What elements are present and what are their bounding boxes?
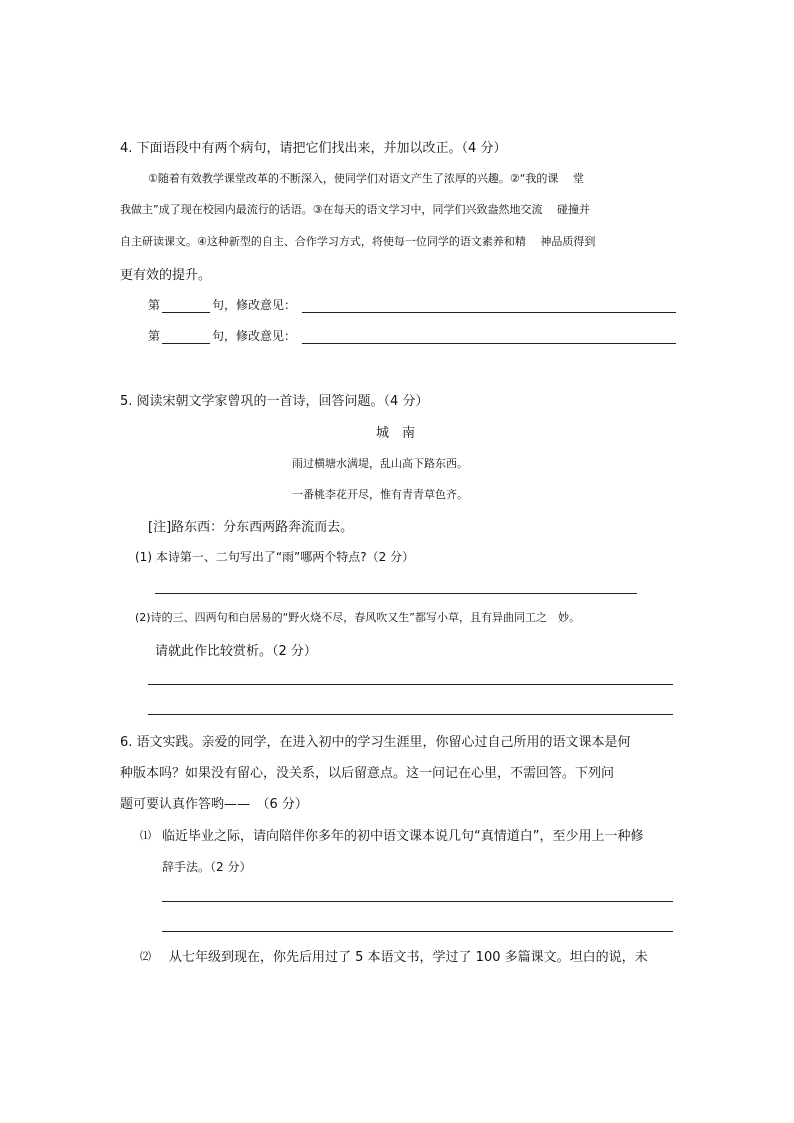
q5-sub2-line-2: 请就此作比较赏析。（2 分） bbox=[155, 644, 317, 659]
q5-sub2-answer-line-2[interactable] bbox=[148, 714, 673, 715]
poem-line-2: 一番桃李花开尽，惟有青青草色齐。 bbox=[292, 488, 468, 501]
q6-sub1-answer-line-2[interactable] bbox=[162, 931, 673, 932]
q5-sub1-answer-line[interactable] bbox=[155, 593, 637, 594]
poem-title: 城 南 bbox=[376, 426, 416, 441]
q4-answer-row-2 bbox=[148, 327, 676, 344]
q5-sub2-line-1: (2)诗的三、四两句和白居易的“野火烧不尽，春风吹又生”都写小草，且有异曲同工之 妙。 bbox=[135, 611, 580, 624]
sentence-number-blank[interactable] bbox=[162, 311, 210, 313]
q6-sub1-number: ⑴ bbox=[140, 829, 151, 842]
q5-sub1: (1) 本诗第一、二句写出了“雨”哪两个特点?（2 分） bbox=[135, 550, 415, 564]
q4-passage-line-2: 我做主”成了现在校园内最流行的话语。③在每天的语文学习中，同学们兴致盎然地交流 碰撞并 bbox=[120, 203, 591, 216]
answer-suffix: 句，修改意见： bbox=[212, 329, 297, 343]
q6-line-1: 6. 语文实践。亲爱的同学，在进入初中的学习生涯里，你留心过自己所用的语文课本是何 bbox=[120, 735, 631, 750]
q4-passage-line-3: 自主研读课文。④这种新型的自主、合作学习方式，将使每一位同学的语文素养和精 神品质得到 bbox=[120, 235, 596, 248]
answer-prefix: 第 bbox=[148, 298, 161, 312]
q6-line-2: 种版本吗？如果没有留心，没关系，以后留意点。这一问记在心里，不需回答。下列问 bbox=[120, 766, 615, 781]
q4-passage-line-4: 更有效的提升。 bbox=[120, 268, 212, 283]
q6-line-3: 题可要认真作答哟—— （6 分） bbox=[120, 797, 308, 812]
q6-sub1-line-1: 临近毕业之际，请向陪伴你多年的初中语文课本说几句“真情道白”，至少用上一种修 bbox=[162, 829, 644, 844]
answer-prefix: 第 bbox=[148, 329, 161, 343]
q4-stem: 4. 下面语段中有两个病句，请把它们找出来，并加以改正。（4 分） bbox=[120, 141, 507, 156]
poem-note: [注]路东西：分东西两路奔流而去。 bbox=[148, 520, 354, 535]
poem-line-1: 雨过横塘水满堤，乱山高下路东西。 bbox=[292, 457, 468, 470]
q6-sub2-number: ⑵ bbox=[140, 950, 151, 963]
q5-stem: 5. 阅读宋朝文学家曾巩的一首诗，回答问题。（4 分） bbox=[120, 394, 429, 409]
q6-sub2-line-1: 从七年级到现在，你先后用过了 5 本语文书，学过了 100 多篇课文。坦白的说，未 bbox=[169, 950, 648, 965]
revision-blank[interactable] bbox=[302, 311, 676, 313]
revision-blank[interactable] bbox=[302, 342, 676, 344]
q4-passage-line-1: ①随着有效教学课堂改革的不断深入，使同学们对语文产生了浓厚的兴趣。②“我的课 堂 bbox=[148, 172, 584, 185]
q6-sub1-answer-line-1[interactable] bbox=[162, 901, 673, 902]
q6-sub1-line-2: 辞手法。（2 分） bbox=[162, 860, 252, 874]
answer-suffix: 句，修改意见： bbox=[212, 298, 297, 312]
sentence-number-blank[interactable] bbox=[162, 342, 210, 344]
q5-sub2-answer-line-1[interactable] bbox=[148, 684, 673, 685]
q4-answer-row-1 bbox=[148, 296, 676, 313]
